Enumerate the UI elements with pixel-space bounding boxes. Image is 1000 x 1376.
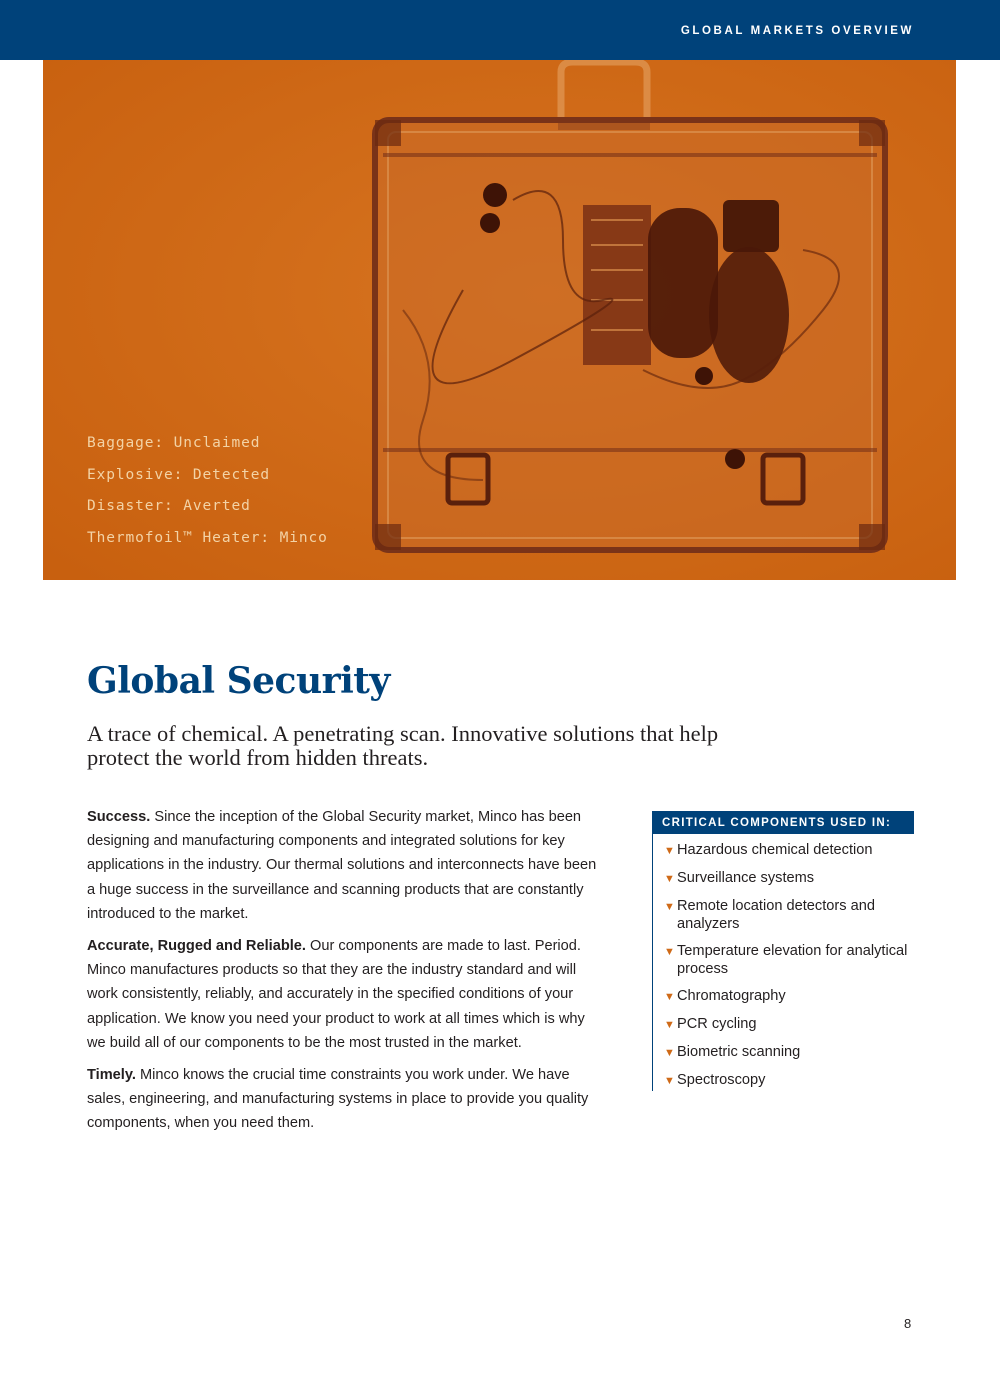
triangle-bullet-icon: ▼ — [664, 1047, 675, 1059]
page-number: 8 — [904, 1316, 912, 1331]
list-item-label: Surveillance systems — [677, 870, 815, 886]
triangle-bullet-icon: ▼ — [664, 901, 675, 913]
list-item — [664, 987, 914, 1006]
triangle-bullet-icon: ▼ — [664, 946, 675, 958]
paragraph-lead: Accurate, Rugged and Reliable. — [87, 938, 306, 955]
caption-line: Baggage: Unclaimed — [87, 435, 261, 451]
list-item — [664, 869, 914, 888]
paragraph-lead: Timely. — [87, 1067, 136, 1084]
components-sidebar — [652, 811, 914, 1091]
list-item — [664, 1043, 914, 1062]
list-item-label: Biometric scanning — [677, 1044, 801, 1060]
paragraph-timely — [87, 1063, 597, 1136]
list-item — [664, 841, 914, 860]
paragraph-text: Minco knows the crucial time constraints you work under. We have sales, engineering, and manufacturing systems in place to provide you quality components, when you need them. — [87, 1067, 589, 1132]
list-item — [664, 897, 914, 933]
hero-image — [43, 60, 956, 580]
components-list — [653, 841, 914, 1090]
paragraph-text: Our components are made to last. Period. Minco manufactures products so that they are the industry standard and will work consistently, reliably, and accurately in the specified conditions of your application. We know you need your product to work at all times which is why we build all of our components to be the most trusted in the market. — [87, 938, 585, 1051]
paragraph-lead: Success. — [87, 809, 151, 825]
list-item-label: Temperature elevation for analytical process — [677, 943, 908, 977]
triangle-bullet-icon: ▼ — [664, 873, 675, 885]
list-item-label: Spectroscopy — [677, 1072, 766, 1088]
sidebar-header: CRITICAL COMPONENTS USED IN: — [653, 811, 914, 834]
list-item — [664, 1015, 914, 1034]
caption-line: Thermofoil™ Heater: Minco — [87, 530, 328, 547]
list-item-label: Chromatography — [677, 988, 786, 1004]
header-bar — [0, 0, 1000, 60]
caption-line: Explosive: Detected — [87, 466, 270, 483]
article-body — [87, 805, 597, 1144]
triangle-bullet-icon: ▼ — [664, 1075, 675, 1087]
paragraph-reliable — [87, 934, 597, 1055]
list-item — [664, 1071, 914, 1090]
page-title: Global Security — [87, 660, 390, 702]
hero-caption — [87, 428, 328, 555]
triangle-bullet-icon: ▼ — [664, 845, 675, 857]
paragraph-text: Since the inception of the Global Security market, Minco has been designing and manufacturing components and integrated solutions for key applications in the industry. Our thermal solutions and interconnects have been a huge success in the surveillance and scanning products that are constantly introduced to the market. — [87, 809, 597, 922]
page-subtitle: A trace of chemical. A penetrating scan. Innovative solutions that help protect the world from hidden threats. — [87, 721, 719, 770]
triangle-bullet-icon: ▼ — [664, 991, 675, 1003]
list-item-label: Hazardous chemical detection — [677, 842, 873, 858]
list-item-label: Remote location detectors and analyzers — [677, 898, 875, 932]
list-item-label: PCR cycling — [677, 1016, 757, 1032]
list-item — [664, 942, 914, 978]
caption-line: Disaster: Averted — [87, 498, 251, 515]
section-title: GLOBAL MARKETS OVERVIEW — [680, 25, 914, 37]
triangle-bullet-icon: ▼ — [664, 1019, 675, 1031]
paragraph-success — [87, 805, 597, 926]
